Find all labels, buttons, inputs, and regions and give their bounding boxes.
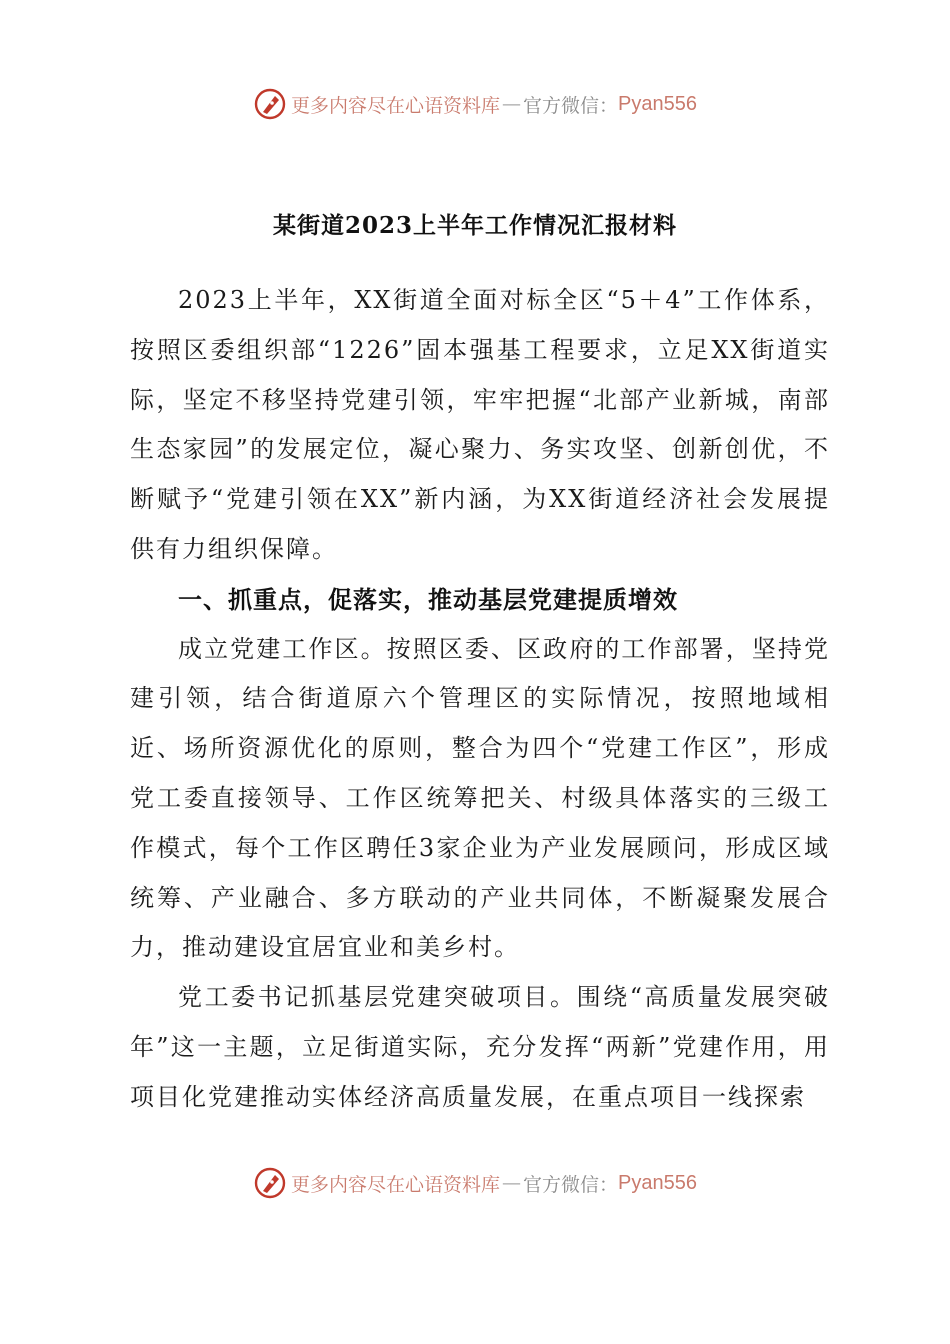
banner-label: 官方微信： [523, 1173, 619, 1196]
body-paragraph: 成立党建工作区。按照区委、区政府的工作部署，坚持党建引领，结合街道原六个管理区的实际情况，按照地域相近、场所资源优化的原则，整合为四个“党建工作区”，形成党工委直接领导、工作区统筹把关、村级具体落实的三级工作模式，每个工作区聘任3家企业为产业发展顾问，形成区域统筹、产业融合、多方联动的产业共同体，不断凝聚发展合力，推动建设宜居宜业和美乡村。 [130, 634, 830, 962]
pen-nib-circle-icon [253, 87, 287, 121]
banner-label: 官方微信： [523, 94, 619, 117]
banner-wechat-id: Pyan556 [618, 1171, 697, 1194]
intro-paragraph: 2023上半年，XX街道全面对标全区“5＋4”工作体系，按照区委组织部“1226”固本强基工程要求，立足XX街道实际，坚定不移坚持党建引领，牢牢把握“北部产业新城，南部生态家园”的发展定位，凝心聚力、务实攻坚、创新创优，不断赋予“党建引领在XX”新内涵，为XX街道经济社会发展提供有力组织保障。 [130, 286, 830, 563]
body-paragraph: 党工委书记抓基层党建突破项目。围绕“高质量发展突破年”这一主题，立足街道实际，充分发挥“两新”党建作用，用项目化党建推动实体经济高质量发展，在重点项目一线探索 [130, 983, 830, 1111]
header-banner [0, 82, 950, 126]
banner-separator: — [502, 93, 522, 115]
banner-text: 更多内容尽在心语资料库 [291, 94, 501, 117]
document-body [130, 276, 830, 1123]
banner-separator: — [502, 1172, 522, 1194]
section-heading: 一、抓重点，促落实，推动基层党建提质增效 [178, 584, 678, 614]
page-title: 某街道2023上半年工作情况汇报材料 [272, 212, 677, 239]
banner-text: 更多内容尽在心语资料库 [291, 1173, 501, 1196]
pen-nib-circle-icon [253, 1166, 287, 1200]
footer-banner [0, 1161, 950, 1205]
banner-wechat-id: Pyan556 [618, 92, 697, 115]
